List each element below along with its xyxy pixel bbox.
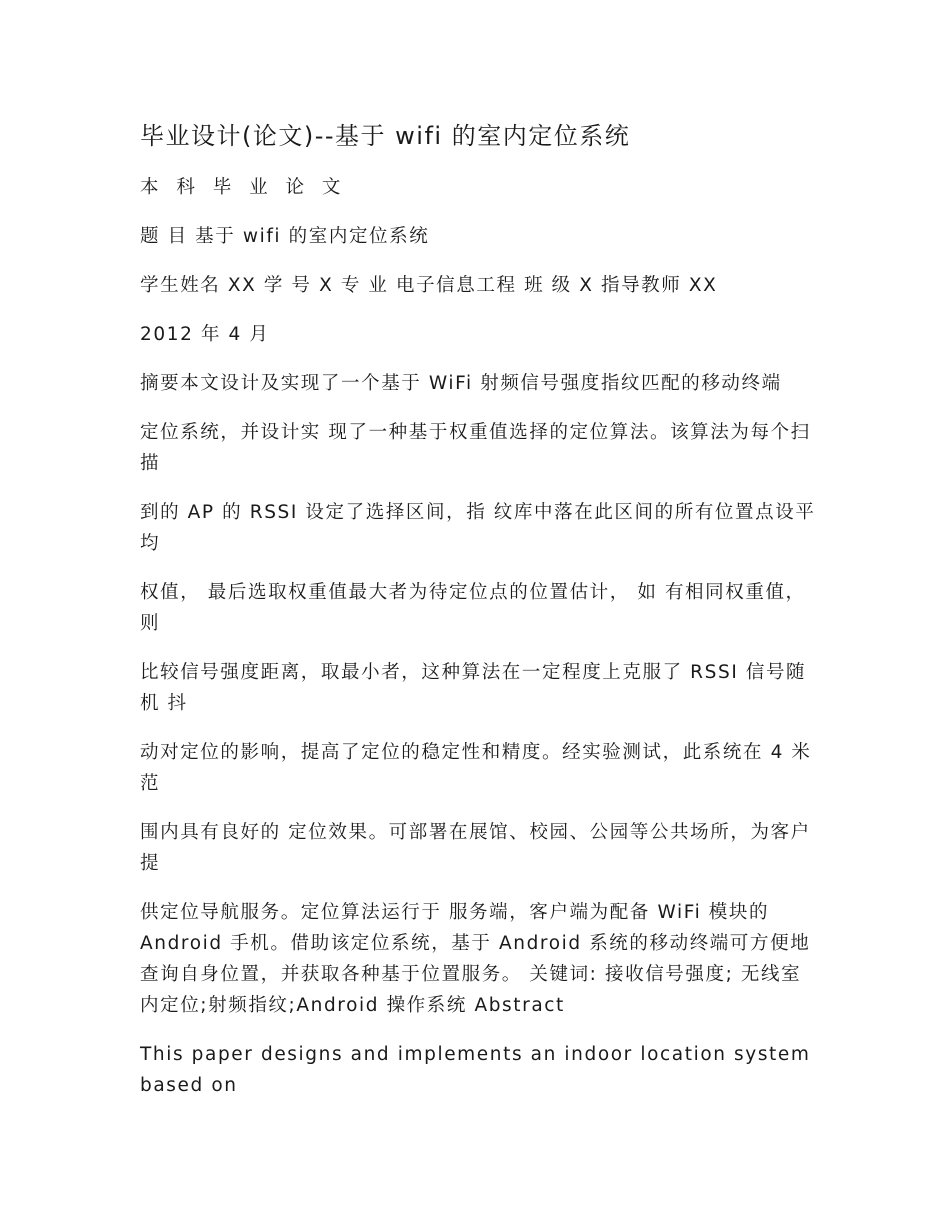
- abstract-paragraph-3: 到的 AP 的 RSSI 设定了选择区间，指 纹库中落在此区间的所有位置点设平均: [140, 502, 816, 554]
- student-info-line: 学生姓名 XX 学 号 X 专 业 电子信息工程 班 级 X 指导教师 XX: [140, 275, 718, 296]
- document-page: [140, 118, 820, 1119]
- abstract-paragraph-1: 摘要本文设计及实现了一个基于 WiFi 射频信号强度指纹匹配的移动终端: [140, 373, 782, 394]
- topic-line: 题 目 基于 wifi 的室内定位系统: [140, 226, 430, 247]
- abstract-paragraph-8: 供定位导航服务。定位算法运行于 服务端，客户端为配备 WiFi 模块的 Android 手机。借助该定位系统，基于 Android 系统的移动终端可方便地查询自身位置，并获取各种基于位置服务。 关键词: 接收信号强度; 无线室内定位;射频指纹;Android 操作系统 Abstract: [140, 902, 811, 1016]
- abstract-paragraph-4: 权值， 最后选取权重值最大者为待定位点的位置估计， 如 有相同权重值，则: [140, 582, 806, 634]
- english-abstract-paragraph: This paper designs and implements an indoor location system based on: [140, 1044, 811, 1096]
- abstract-paragraph-5: 比较信号强度距离，取最小者，这种算法在一定程度上克服了 RSSI 信号随机 抖: [140, 662, 807, 714]
- abstract-paragraph-7: 围内具有良好的 定位效果。可部署在展馆、校园、公园等公共场所，为客户提: [140, 822, 811, 874]
- document-title: 毕业设计(论文)--基于 wifi 的室内定位系统: [140, 122, 631, 150]
- date-line: 2012 年 4 月: [140, 324, 270, 345]
- abstract-paragraph-2: 定位系统，并设计实 现了一种基于权重值选择的定位算法。该算法为每个扫描: [140, 422, 811, 474]
- thesis-heading: 本 科 毕 业 论 文: [140, 177, 347, 198]
- abstract-paragraph-6: 动对定位的影响，提高了定位的稳定性和精度。经实验测试，此系统在 4 米范: [140, 742, 812, 794]
